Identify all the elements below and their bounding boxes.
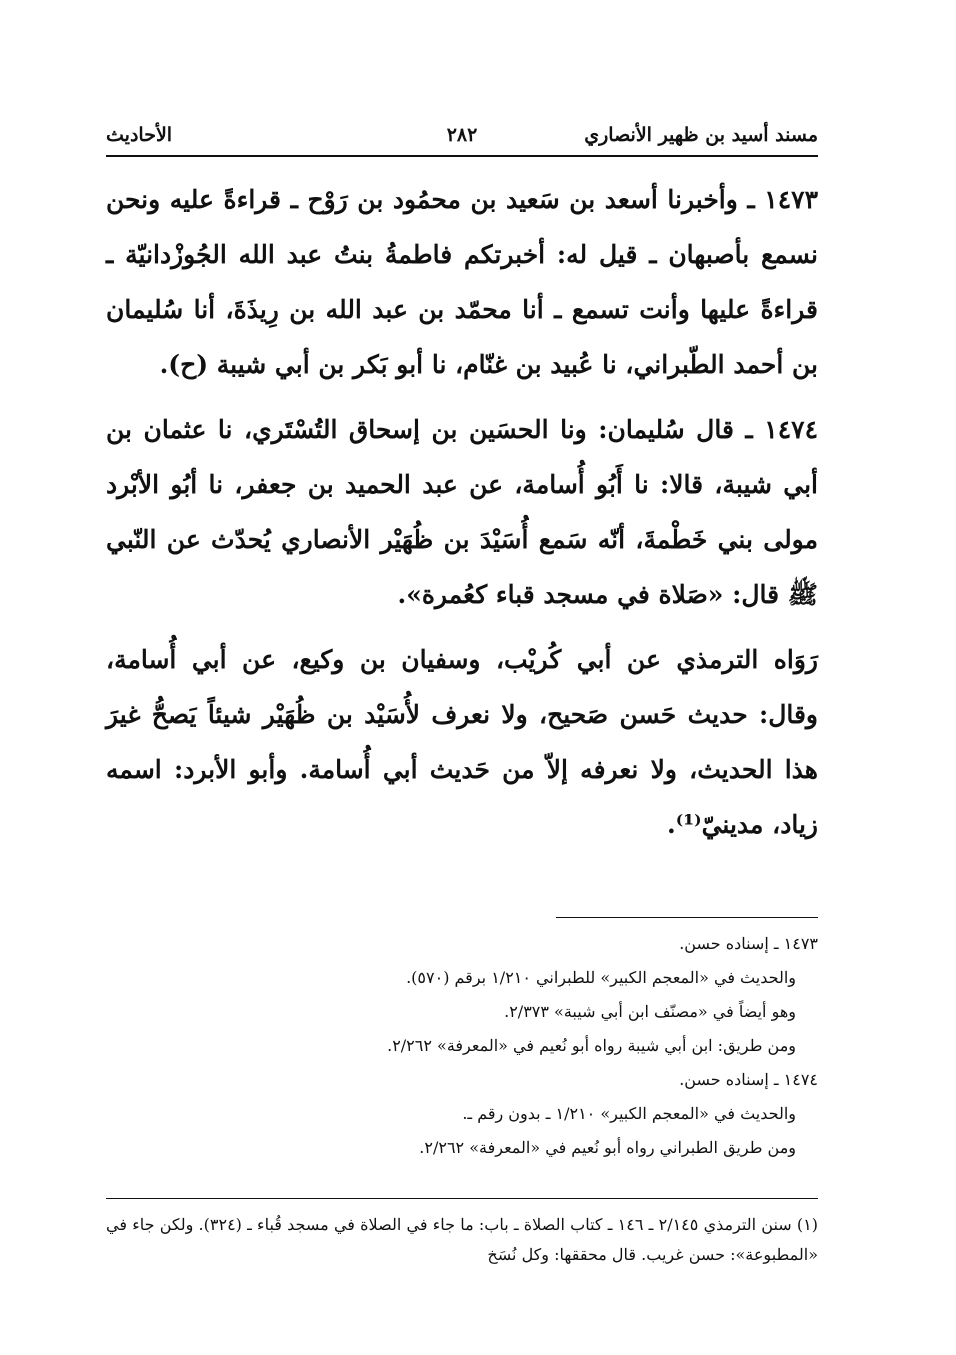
note-line: ١٤٧٤ ـ إسناده حسن. [679, 1070, 818, 1089]
note-line: والحديث في «المعجم الكبير» للطبراني ١/٢١٠ برقم (٥٧٠). [406, 968, 796, 987]
note-line: ومن طريق الطبراني رواه أبو نُعيم في «المعرفة» ٢/٢٦٢. [419, 1138, 796, 1157]
note-line: ومن طريق: ابن أبي شيبة رواه أبو نُعيم في «المعرفة» ٢/٢٦٢. [387, 1036, 796, 1055]
page-number: ٢٨٢ [446, 124, 478, 146]
commentary-paragraph [106, 632, 818, 852]
takhrij-notes [106, 930, 818, 1168]
note-line: وهو أيضاً في «مصنّف ابن أبي شيبة» ٢/٣٧٣. [504, 1002, 796, 1021]
note-line: ١٤٧٣ ـ إسناده حسن. [679, 934, 818, 953]
main-text [106, 172, 818, 862]
hadith-text: ـ قال سُليمان: ونا الحسَين بن إسحاق التُسْتَري، نا عثمان بن أبي شيبة، قالا: نا أَبُو أُسامة، عن عبد الحميد بن جعفر، نا أبُو الأبْرد مولى بني خَطْمةَ، أنّه سَمع أُسَيْدَ بن ظُهَيْر الأنصاري يُحدّث عن النّبي ﷺ قال: «صَلاة في مسجد قباء كعُمرة». [106, 415, 818, 609]
header-section-title: الأحاديث [106, 124, 173, 146]
header-rule [106, 155, 818, 157]
hadith-paragraph [106, 172, 818, 392]
hadith-paragraph [106, 402, 818, 622]
footnote: (١) سنن الترمذي ٢/١٤٥ ـ ١٤٦ ـ كتاب الصلاة ـ باب: ما جاء في الصلاة في مسجد قُباء ـ (٣٢٤). ولكن جاء في «المطبوعة»: حسن غريب. قال محققها: وكل نُسَخ [106, 1215, 818, 1264]
hadith-number: ١٤٧٣ [764, 185, 818, 214]
commentary-text: رَوَاه الترمذي عن أبي كُريْب، وسفيان بن وكيع، عن أبي أُسامة، وقال: حديث حَسن صَحيح، ولا نعرف لأُسَيْد بن ظُهَيْر شيئاً يَصحُّ غيرَ هذا الحديث، ولا نعرفه إلاّ من حَديث أبي أُسامة. وأبو الأبرد: اسمه زياد، مدينيّ⁽¹⁾. [106, 645, 818, 839]
header-book-title: مسند أسيد بن ظهير الأنصاري [584, 124, 818, 146]
hadith-text: ـ وأخبرنا أسعد بن سَعيد بن محمُود بن رَوْح ـ قراءةً عليه ونحن نسمع بأصبهان ـ قيل له: أخبرتكم فاطمةُ بنتُ عبد الله الجُوزْدانيّة ـ قراءةً عليها وأنت تسمع ـ أنا محمّد بن عبد الله بن رِيذَةَ، أنا سُليمان بن أحمد الطّبراني، نا عُبيد بن غنّام، نا أبو بَكر بن أبي شيبة (ح). [106, 185, 818, 379]
notes-rule [556, 917, 818, 918]
hadith-number: ١٤٧٤ [764, 415, 818, 444]
running-header [106, 118, 818, 152]
footnote-rule [106, 1198, 818, 1199]
note-line: والحديث في «المعجم الكبير» ١/٢١٠ ـ بدون رقم ـ. [462, 1104, 796, 1123]
